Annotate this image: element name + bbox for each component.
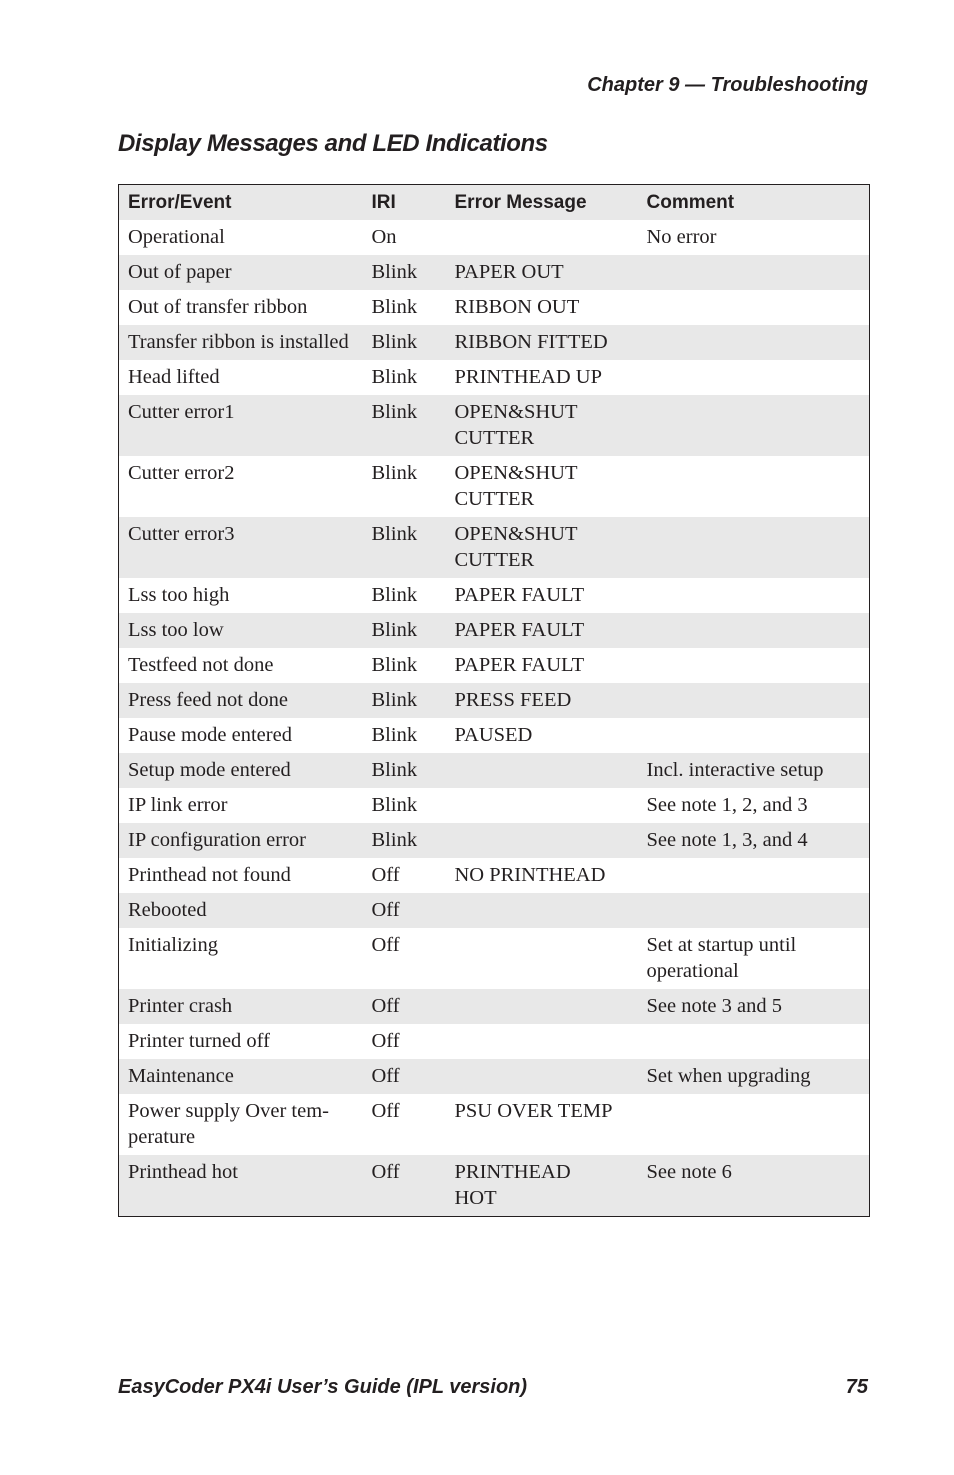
cell-error-message: PAPER FAULT xyxy=(454,654,585,676)
cell-iri: Blink xyxy=(371,654,418,676)
cell-comment xyxy=(638,1024,870,1059)
cell-comment xyxy=(638,290,870,325)
cell-error-message: PSU OVER TEMP xyxy=(454,1100,613,1122)
cell-error-message xyxy=(446,1059,638,1094)
cell-error-message: PAPER FAULT xyxy=(454,619,585,641)
cell-iri: Off xyxy=(371,1100,400,1122)
table-row xyxy=(119,1024,870,1059)
table-row xyxy=(119,255,870,290)
cell-error-event: Transfer ribbon is installed xyxy=(128,331,349,353)
cell-error-message: RIBBON OUT xyxy=(454,296,580,318)
table-row xyxy=(119,1155,870,1217)
cell-iri: Off xyxy=(371,899,400,921)
table-row xyxy=(119,395,870,456)
column-header-error-message: Error Message xyxy=(446,185,638,221)
cell-error-message: PRINTHEAD HOT xyxy=(454,1161,571,1209)
cell-iri: Off xyxy=(371,934,400,956)
cell-iri: Blink xyxy=(371,724,418,746)
footer-guide-title: EasyCoder PX4i User’s Guide (IPL version) xyxy=(118,1376,528,1398)
table-row xyxy=(119,753,870,788)
table-row xyxy=(119,613,870,648)
cell-comment xyxy=(638,683,870,718)
cell-error-message xyxy=(446,989,638,1024)
cell-iri: Blink xyxy=(371,331,418,353)
cell-iri: Blink xyxy=(371,401,418,423)
table-row xyxy=(119,788,870,823)
cell-error-event: Rebooted xyxy=(128,899,207,921)
table-row xyxy=(119,1094,870,1155)
cell-comment xyxy=(638,456,870,517)
cell-comment: See note 1, 2, and 3 xyxy=(646,794,808,816)
column-header-iri: IRI xyxy=(363,185,446,221)
table-body xyxy=(119,220,870,1217)
cell-error-message: PAUSED xyxy=(454,724,533,746)
cell-comment: See note 3 and 5 xyxy=(646,995,782,1017)
cell-comment xyxy=(638,255,870,290)
cell-error-event: Initializing xyxy=(128,934,218,956)
table-header-row xyxy=(119,185,870,221)
cell-iri: Blink xyxy=(371,462,418,484)
cell-comment xyxy=(638,893,870,928)
cell-iri: Blink xyxy=(371,794,418,816)
cell-error-event: IP link error xyxy=(128,794,228,816)
cell-iri: Blink xyxy=(371,366,418,388)
cell-error-message xyxy=(446,753,638,788)
display-messages-table xyxy=(118,184,870,1217)
cell-iri: Blink xyxy=(371,296,418,318)
cell-error-event: Cutter error1 xyxy=(128,401,235,423)
cell-iri: Off xyxy=(371,995,400,1017)
cell-error-event: IP configuration error xyxy=(128,829,306,851)
cell-error-event: Maintenance xyxy=(128,1065,234,1087)
table-row xyxy=(119,718,870,753)
cell-error-event: Testfeed not done xyxy=(128,654,274,676)
cell-error-event: Cutter error3 xyxy=(128,523,235,545)
cell-error-event: Press feed not done xyxy=(128,689,288,711)
cell-error-message xyxy=(446,1024,638,1059)
cell-iri: Off xyxy=(371,1065,400,1087)
cell-iri: Off xyxy=(371,1030,400,1052)
cell-comment: See note 6 xyxy=(646,1161,732,1183)
table-row xyxy=(119,325,870,360)
cell-error-event: Operational xyxy=(128,226,225,248)
cell-error-message: PRINTHEAD UP xyxy=(454,366,602,388)
table-row xyxy=(119,1059,870,1094)
cell-error-message xyxy=(446,788,638,823)
table-row xyxy=(119,456,870,517)
cell-error-event: Power supply Over tem- perature xyxy=(128,1100,329,1148)
cell-error-message: NO PRINTHEAD xyxy=(454,864,606,886)
cell-error-message: OPEN&SHUT CUTTER xyxy=(454,523,578,571)
cell-iri: Blink xyxy=(371,689,418,711)
cell-comment: Set when upgrading xyxy=(646,1065,811,1087)
cell-comment xyxy=(638,360,870,395)
cell-iri: Blink xyxy=(371,261,418,283)
cell-error-message: PAPER FAULT xyxy=(454,584,585,606)
cell-iri: Blink xyxy=(371,619,418,641)
cell-error-event: Cutter error2 xyxy=(128,462,235,484)
cell-comment: No error xyxy=(646,226,717,248)
cell-error-message: PRESS FEED xyxy=(454,689,572,711)
cell-error-message xyxy=(446,823,638,858)
cell-iri: Blink xyxy=(371,759,418,781)
cell-error-message: OPEN&SHUT CUTTER xyxy=(454,462,578,510)
cell-error-event: Lss too high xyxy=(128,584,230,606)
table-row xyxy=(119,578,870,613)
cell-iri: Blink xyxy=(371,523,418,545)
table-row xyxy=(119,360,870,395)
table-row xyxy=(119,893,870,928)
cell-iri: Blink xyxy=(371,584,418,606)
cell-comment xyxy=(638,718,870,753)
cell-comment xyxy=(638,517,870,578)
table-row xyxy=(119,989,870,1024)
section-title: Display Messages and LED Indications xyxy=(118,130,548,157)
cell-comment xyxy=(638,858,870,893)
cell-error-message: RIBBON FITTED xyxy=(454,331,608,353)
chapter-header: Chapter 9 — Troubleshooting xyxy=(587,74,868,96)
cell-error-message: PAPER OUT xyxy=(454,261,564,283)
table-row xyxy=(119,823,870,858)
table-row xyxy=(119,220,870,255)
cell-error-event: Pause mode entered xyxy=(128,724,292,746)
column-header-comment: Comment xyxy=(638,185,870,221)
cell-error-event: Out of paper xyxy=(128,261,232,283)
cell-error-event: Printhead not found xyxy=(128,864,291,886)
column-header-error-event: Error/Event xyxy=(119,185,363,221)
table-row xyxy=(119,858,870,893)
cell-comment: Set at startup until operational xyxy=(646,934,797,982)
page-number: 75 xyxy=(845,1376,868,1398)
cell-error-event: Printer crash xyxy=(128,995,233,1017)
cell-error-event: Out of transfer ribbon xyxy=(128,296,308,318)
table-row xyxy=(119,517,870,578)
table-row xyxy=(119,648,870,683)
cell-error-message xyxy=(446,220,638,255)
cell-comment: See note 1, 3, and 4 xyxy=(646,829,808,851)
cell-iri: Blink xyxy=(371,829,418,851)
cell-error-event: Printhead hot xyxy=(128,1161,238,1183)
cell-error-message xyxy=(446,893,638,928)
cell-iri: On xyxy=(371,226,397,248)
cell-error-event: Lss too low xyxy=(128,619,224,641)
cell-error-event: Head lifted xyxy=(128,366,220,388)
cell-error-event: Setup mode entered xyxy=(128,759,291,781)
cell-error-message: OPEN&SHUT CUTTER xyxy=(454,401,578,449)
cell-error-message xyxy=(446,928,638,989)
cell-iri: Off xyxy=(371,1161,400,1183)
cell-comment xyxy=(638,1094,870,1155)
table-row xyxy=(119,290,870,325)
cell-comment xyxy=(638,395,870,456)
table-row xyxy=(119,928,870,989)
cell-comment xyxy=(638,578,870,613)
table-row xyxy=(119,683,870,718)
cell-error-event: Printer turned off xyxy=(128,1030,270,1052)
cell-iri: Off xyxy=(371,864,400,886)
cell-comment xyxy=(638,325,870,360)
cell-comment xyxy=(638,613,870,648)
cell-comment xyxy=(638,648,870,683)
cell-comment: Incl. interactive setup xyxy=(646,759,824,781)
